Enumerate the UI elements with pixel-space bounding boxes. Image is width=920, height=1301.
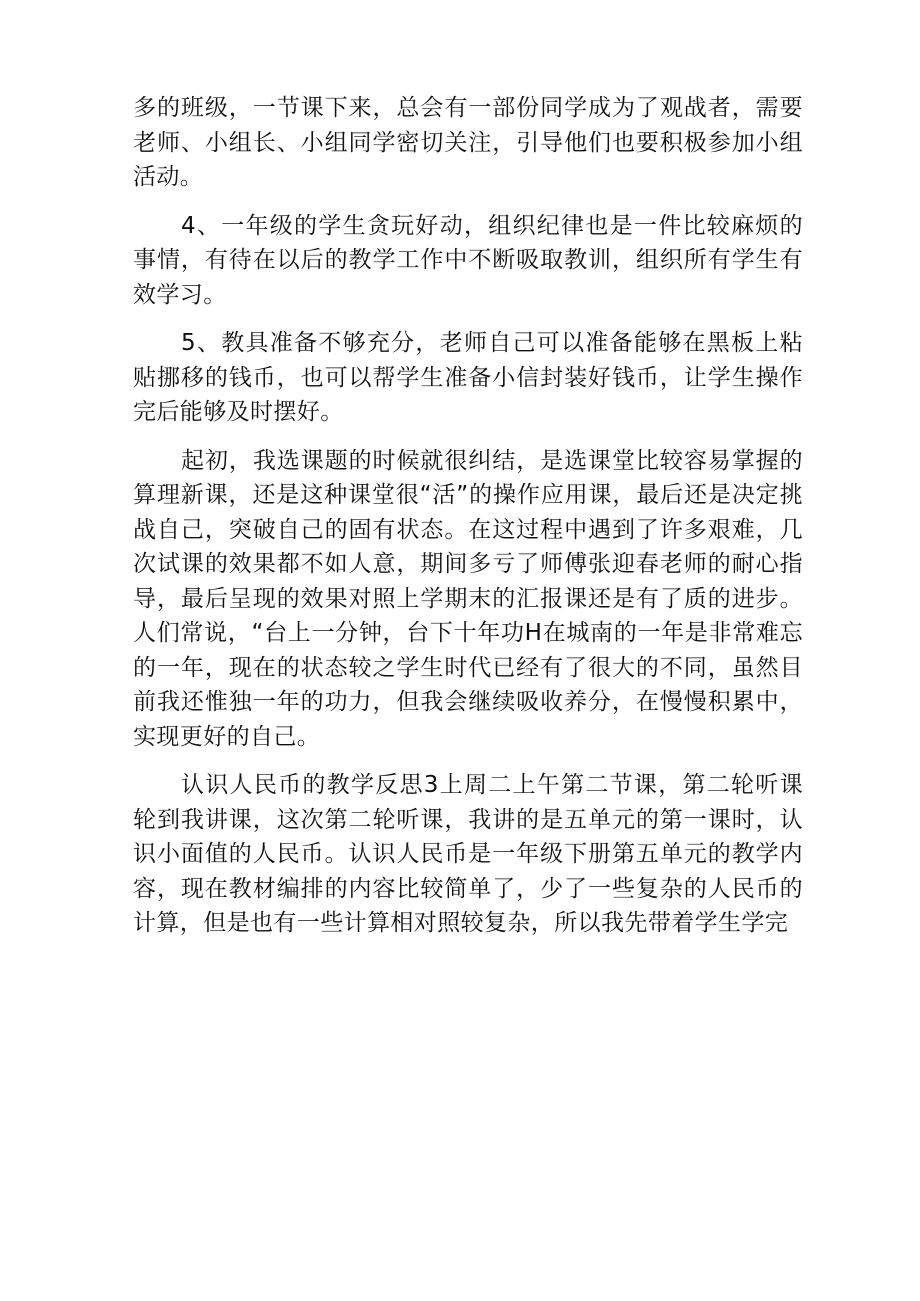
paragraph-item-4: 4、一年级的学生贪玩好动，组织纪律也是一件比较麻烦的事情，有待在以后的教学工作中不断吸取教训，组织所有学生有效学习。 [133,212,803,308]
document-body [133,91,803,955]
paragraph-item-5: 5、教具准备不够充分，老师自己可以准备能够在黑板上粘贴挪移的钱币，也可以帮学生准备小信封装好钱币，让学生操作完后能够及时摆好。 [133,330,803,425]
paragraph-reflection: 起初，我选课题的时候就很纠结，是选课堂比较容易掌握的算理新课，还是这种课堂很“活”的操作应用课，最后还是决定挑战自己，突破自己的固有状态。在这过程中遇到了许多艰难，几次试课的效果都不如人意，期间多亏了师傅张迎春老师的耐心指导，最后呈现的效果对照上学期末的汇报课还是有了质的进步。人们常说，“台上一分钟，台下十年功H在城南的一年是非常难忘的一年，现在的状态较之学生时代已经有了很大的不同，虽然目前我还惟独一年的功力，但我会继续吸收养分，在慢慢积累中，实现更好的自己。 [133,447,803,750]
paragraph-reflection-3: 认识人民币的教学反思3上周二上午第二节课，第二轮听课轮到我讲课，这次第二轮听课，我讲的是五单元的第一课时，认识小面值的人民币。认识人民币是一年级下册第五单元的教学内容，现在教材编排的内容比较简单了，少了一些复杂的人民币的计算，但是也有一些计算相对照较复杂，所以我先带着学生学完 [133,772,803,936]
paragraph-continuation: 多的班级，一节课下来，总会有一部份同学成为了观战者，需要老师、小组长、小组同学密切关注，引导他们也要积极参加小组活动。 [133,95,803,190]
